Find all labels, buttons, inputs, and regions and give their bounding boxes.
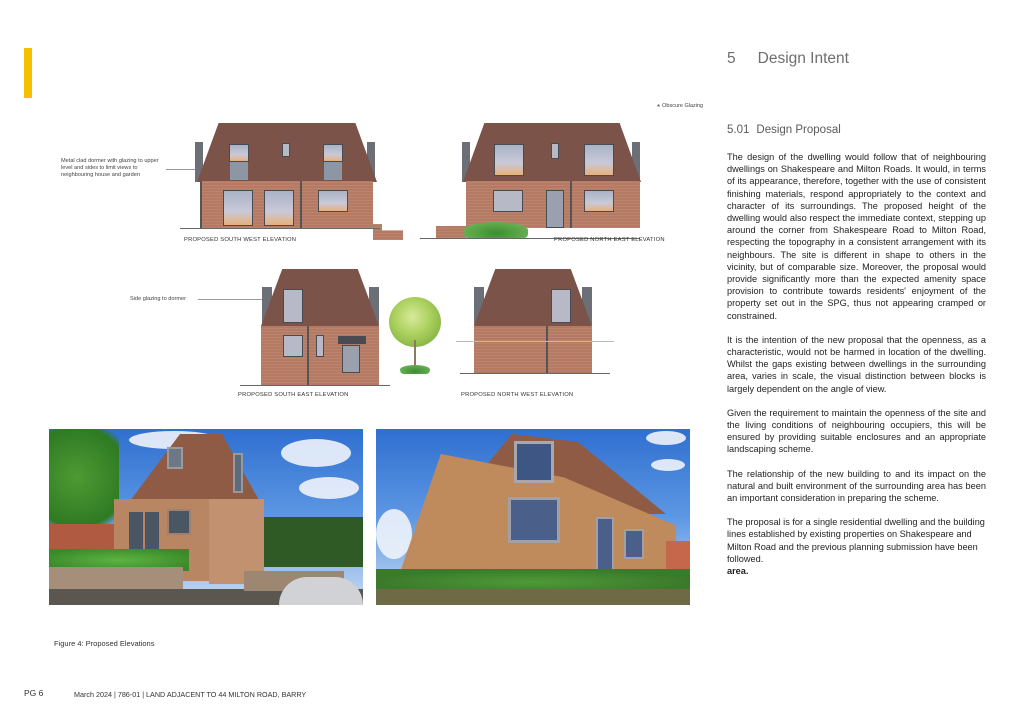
paragraph: Given the requirement to maintain the openness of the site and the living conditions of neighbouring occupiers, this will be ensured by providing suitable enclosures and an appropriate landscaping scheme.: [727, 407, 986, 455]
render-rear-view: [49, 429, 363, 605]
front-door: [546, 190, 564, 228]
render-window: [624, 529, 644, 559]
render-side-view: [376, 429, 690, 605]
section-heading: [727, 50, 849, 68]
rooflight: [551, 143, 559, 159]
ground-line: [460, 373, 610, 374]
front-door: [342, 345, 360, 373]
garden-steps: [373, 224, 403, 240]
car: [279, 577, 363, 605]
window: [584, 190, 614, 212]
cloud: [376, 509, 412, 559]
neighbour-height-line: [456, 341, 614, 342]
render-door: [596, 517, 614, 577]
window: [316, 335, 324, 357]
render-dormer: [167, 447, 183, 469]
metal-cladding: [230, 162, 248, 180]
dormer-annotation: Metal clad dormer with glazing to upper level and sides to limit views to neighbouring house and garden: [61, 158, 159, 178]
asterisk-icon: *: [657, 103, 661, 112]
dormer-window: [551, 289, 571, 323]
metal-cladding: [324, 162, 342, 180]
figure-caption: Figure 4: Proposed Elevations: [54, 639, 155, 648]
side-glazing-annotation: Side glazing to dormer: [130, 296, 186, 302]
drainpipe: [570, 181, 572, 228]
ground-line: [180, 228, 380, 229]
elevation-label: PROPOSED NORTH WEST ELEVATION: [461, 392, 574, 398]
drainpipe: [307, 326, 309, 386]
lawn: [376, 589, 690, 605]
paragraph: It is the intention of the new proposal that the openness, as a characteristic, would not be harmed in location of the dwelling. Whilst the gaps existing between dwellings in the surrounding area, varies in scale, the visual distinction between blocks is largely dependent on the angle of view.: [727, 334, 986, 394]
render-window: [508, 497, 560, 543]
page-number: PG 6: [24, 688, 44, 698]
trailing-word: area.: [727, 566, 749, 577]
neighbour-fence: [666, 541, 690, 571]
ground-line: [240, 385, 390, 386]
roof: [261, 269, 379, 326]
obscure-glazing-text: Obscure Glazing: [662, 103, 704, 109]
hedge: [464, 222, 528, 238]
rooflight: [282, 143, 290, 157]
dormer-window: [323, 144, 343, 162]
elevation-label: PROPOSED SOUTH EAST ELEVATION: [238, 392, 349, 398]
side-glazing-leader-line: [198, 299, 264, 300]
drainpipe: [200, 181, 202, 228]
boundary-wall: [436, 226, 466, 238]
render-dormer-window: [514, 441, 554, 483]
roof: [474, 269, 592, 326]
window: [283, 335, 303, 357]
cloud: [651, 459, 685, 471]
section-number: 5: [727, 50, 736, 67]
cloud: [281, 439, 351, 467]
render-door: [145, 512, 159, 550]
door-canopy: [338, 336, 366, 344]
render-window: [167, 509, 191, 535]
drainpipe: [300, 181, 302, 228]
dormer-window: [584, 144, 614, 176]
subsection-title: Design Proposal: [756, 124, 841, 136]
cloud: [299, 477, 359, 499]
subsection-heading: [727, 124, 841, 136]
window: [318, 190, 348, 212]
obscure-glazing-note: [657, 103, 703, 112]
window: [493, 190, 523, 212]
elevation-label: PROPOSED SOUTH WEST ELEVATION: [184, 237, 297, 243]
footer-text: March 2024 | 786-01 | LAND ADJACENT TO 44 MILTON ROAD, BARRY: [74, 690, 307, 699]
paragraph: The design of the dwelling would follow that of neighbouring dwellings on Shakespeare and Milton Roads. It would, in terms of its appearance, therefore, together with the use of consistent finishing materials, respond appropriately to the context and character of its surroundings. The proposed height of the dwelling would also respect the immediate context, stepping up around the corner from Shakespeare Road to Milton Road, respecting the topography in a consistent arrangement with its neighbours. The site is different in shape to others in the vicinity, but of comparable size. Moreover, the proposal would provide significantly more than the expected amenity space provision to contribute towards residents' enjoyment of the property set out in the SPG, thus not appearing cramped or constrained.: [727, 152, 986, 321]
paragraph: The proposal is for a single residential dwelling and the building lines established by existing properties on Shakespeare and Milton Road and the previous planning submission have been followed.: [727, 517, 985, 564]
brick-wall: [474, 326, 592, 374]
section-title: Design Intent: [757, 50, 849, 67]
patio-door: [264, 190, 294, 226]
cloud: [646, 431, 686, 445]
body-text: [727, 151, 986, 589]
render-dormer: [233, 453, 243, 493]
subsection-number: 5.01: [727, 124, 750, 136]
elevation-label: PROPOSED NORTH EAST ELEVATION: [554, 237, 665, 243]
dormer-window: [283, 289, 303, 323]
paragraph: The relationship of the new building to and its impact on the natural and built environment of the surrounding area has been an important consideration in preparing the scheme.: [727, 468, 986, 504]
hedge: [259, 517, 363, 567]
dormer-window: [229, 144, 249, 162]
shrub: [400, 365, 430, 374]
patio-door: [223, 190, 253, 226]
dormer-window: [494, 144, 524, 176]
render-door: [129, 512, 143, 550]
accent-bar: [24, 48, 32, 98]
drainpipe: [546, 326, 548, 374]
